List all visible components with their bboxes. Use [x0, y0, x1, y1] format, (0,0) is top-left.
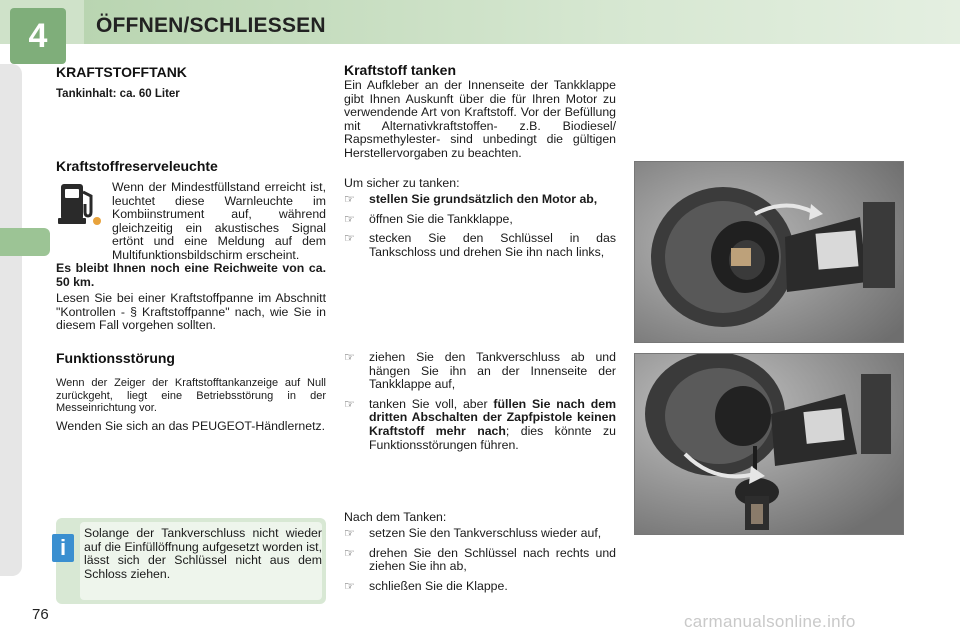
steps-intro: Um sicher zu tanken:	[344, 176, 460, 190]
reserve-advice: Lesen Sie bei einer Kraftstoffpanne im Abschnitt "Kontrollen - § Kraftstoffpanne" nach, wie Sie in diesem Fall vorgehen sollten.	[56, 291, 326, 333]
list-item: ☞ öffnen Sie die Tankklappe,	[344, 211, 513, 226]
steps-list-2	[344, 351, 616, 458]
bullet-hand-icon: ☞	[344, 192, 355, 206]
list-item: ☞ schließen Sie die Klappe.	[344, 578, 508, 593]
bullet-hand-icon: ☞	[344, 231, 355, 246]
watermark: carmanualsonline.info	[684, 612, 856, 631]
steps-list-1	[344, 193, 616, 265]
bullet-hand-icon: ☞	[344, 396, 355, 411]
bullet-hand-icon: ☞	[344, 211, 355, 226]
page-title: ÖFFNEN/SCHLIESSEN	[96, 14, 326, 37]
fuel-pump-icon	[58, 180, 102, 226]
bullet-hand-icon: ☞	[344, 545, 355, 560]
info-box-text: Solange der Tankverschluss nicht wieder auf die Einfüllöffnung aufgesetzt worden ist, lässt sich der Schlüssel nicht aus dem Schloss ziehen.	[84, 526, 322, 581]
capacity-text: Tankinhalt: ca. 60 Liter	[56, 88, 180, 100]
reserve-title: Kraftstoffreserveleuchte	[56, 158, 218, 174]
bullet-hand-icon: ☞	[344, 350, 355, 364]
reserve-text: Wenn der Mindestfüllstand erreicht ist, leuchtet diese Warnleuchte im Kombiinstrument auf, während gleichzeitig ein akustisches Signal ertönt und eine Meldung auf dem Multifunktionsbildschirm erscheint.	[112, 180, 326, 262]
steps-list-3	[344, 527, 616, 599]
chapter-marker	[0, 228, 50, 256]
chapter-number: 4	[28, 16, 48, 55]
list-item: ☞ ziehen Sie den Tankverschluss ab und hängen Sie ihn an der Innenseite der Tankklappe auf,	[344, 350, 616, 392]
photo-cap-hung	[634, 353, 904, 535]
malfunction-title: Funktionsstörung	[56, 350, 175, 366]
list-item: ☞ setzen Sie den Tankverschluss wieder auf,	[344, 526, 602, 540]
bullet-hand-icon: ☞	[344, 526, 355, 540]
malfunction-text: Wenn der Zeiger der Kraftstofftankanzeige auf Null zurückgeht, liegt eine Betriebsstörung in der Messeinrichtung vor.	[56, 377, 326, 415]
list-item: ☞ drehen Sie den Schlüssel nach rechts und ziehen Sie ihn ab,	[344, 545, 616, 574]
malfunction-advice: Wenden Sie sich an das PEUGEOT-Händlernetz.	[56, 419, 326, 433]
list-item: ☞ stellen Sie grundsätzlich den Motor ab,	[344, 192, 598, 206]
list-item: ☞ stecken Sie den Schlüssel in das Tankschloss und drehen Sie ihn nach links,	[344, 231, 616, 259]
side-rail	[0, 64, 22, 576]
section-title: KRAFTSTOFFTANK	[56, 64, 187, 80]
reserve-range: Es bleibt Ihnen noch eine Reichweite von ca. 50 km.	[56, 261, 326, 289]
refuel-intro: Ein Aufkleber an der Innenseite der Tankklappe gibt Ihnen Auskunft über die für Ihren Motor zu verwendende Art von Kraftstoff. Vor der Befüllung mit Alternativkraftstoffen- z.B. Biodiesel/ Rapsmethylester- sind unbedingt die gültigen Herstellervorgaben zu beachten.	[344, 78, 616, 160]
chapter-tab	[10, 8, 66, 64]
photo-open-flap	[634, 161, 904, 343]
info-icon: i	[52, 534, 74, 562]
page-number: 76	[32, 606, 49, 623]
bullet-hand-icon: ☞	[344, 578, 355, 593]
refuel-title: Kraftstoff tanken	[344, 62, 457, 78]
after-intro: Nach dem Tanken:	[344, 510, 447, 524]
list-item: ☞ tanken Sie voll, aber füllen Sie nach dem dritten Abschalten der Zapfpistole keinen Kraftstoff mehr nach; dies könnte zu Funktionsstörungen führen.	[344, 396, 617, 452]
